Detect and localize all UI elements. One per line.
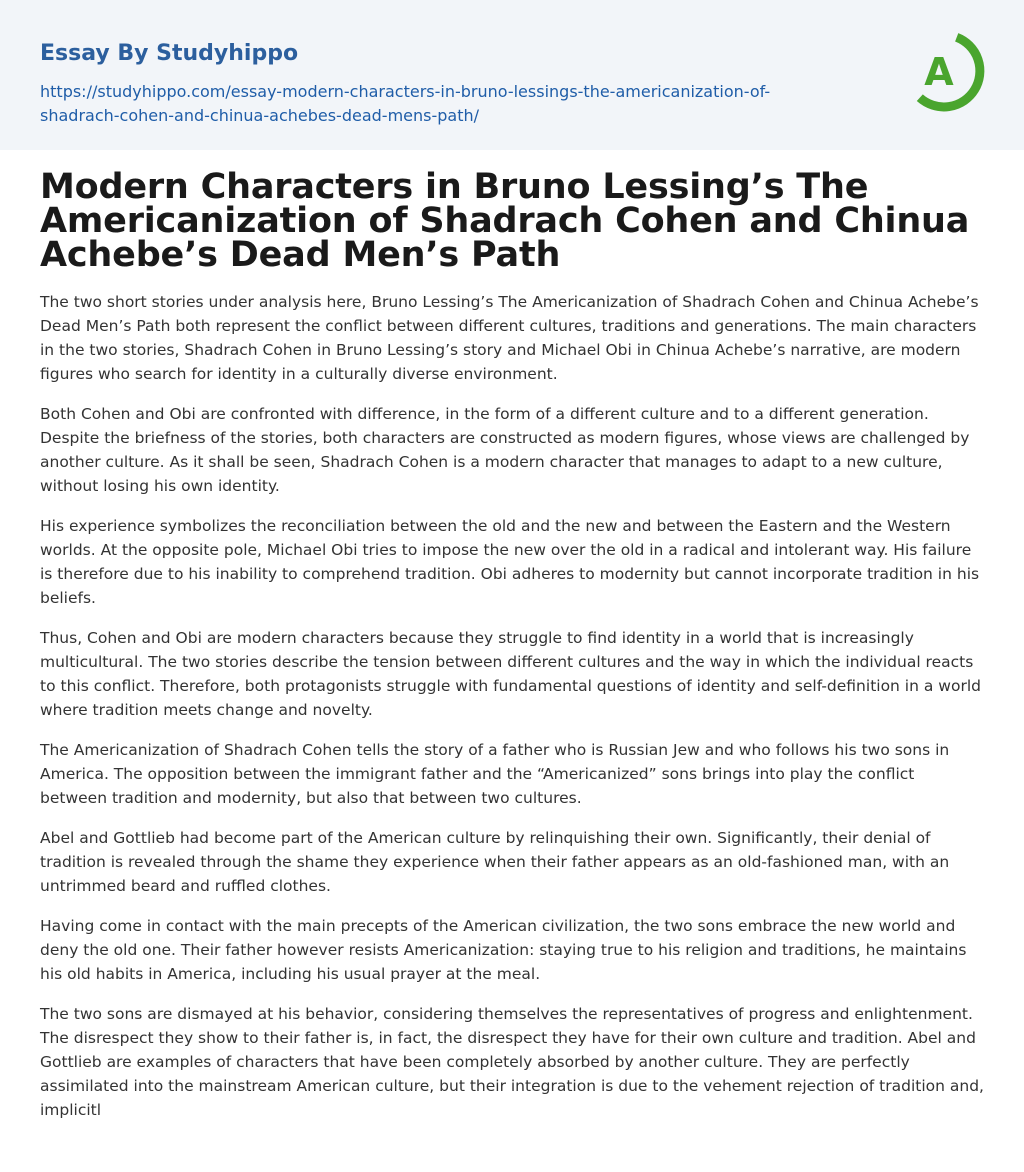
site-header <box>0 0 1024 150</box>
studyhippo-logo-icon[interactable] <box>910 28 988 116</box>
essay-paragraph: Thus, Cohen and Obi are modern characters because they struggle to find identity in a world that is increasingly multicultural. The two stories describe the tension between different cultures and the way in which the individual reacts to this conflict. Therefore, both protagonists struggle with fundamental questions of identity and self-definition in a world where tradition meets change and novelty. <box>40 629 981 719</box>
site-brand[interactable]: Essay By Studyhippo <box>40 41 299 66</box>
essay-paragraph: The two short stories under analysis here, Bruno Lessing’s The Americanization of Shadrach Cohen and Chinua Achebe’s Dead Men’s Path both represent the conflict between different cultures, traditions and generations. The main characters in the two stories, Shadrach Cohen in Bruno Lessing’s story and Michael Obi in Chinua Achebe’s narrative, are modern figures who search for identity in a culturally diverse environment. <box>40 293 979 383</box>
essay-paragraph: His experience symbolizes the reconciliation between the old and the new and between the Eastern and the Western worlds. At the opposite pole, Michael Obi tries to impose the new over the old in a radical and intolerant way. His failure is therefore due to his inability to comprehend tradition. Obi adheres to modernity but cannot incorporate tradition in his beliefs. <box>40 517 980 607</box>
essay-paragraph: The two sons are dismayed at his behavior, considering themselves the representatives of progress and enlightenment. The disrespect they show to their father is, in fact, the disrespect they have for their own culture and tradition. Abel and Gottlieb are examples of characters that have been completely absorbed by another culture. They are perfectly assimilated into the mainstream American culture, but their integration is due to the vehement rejection of tradition and, implicitl <box>40 1005 984 1119</box>
essay-title: Modern Characters in Bruno Lessing’s The Americanization of Shadrach Cohen and Chinua Achebe’s Dead Men’s Path <box>40 167 970 275</box>
logo-letter: A <box>924 50 954 94</box>
essay-url-link[interactable]: https://studyhippo.com/essay-modern-characters-in-bruno-lessings-the-americanization-of-shadrach-cohen-and-chinua-achebes-dead-mens-path/ <box>40 82 771 125</box>
essay-content <box>0 150 1024 1122</box>
essay-paragraph: Abel and Gottlieb had become part of the American culture by relinquishing their own. Significantly, their denial of tradition is revealed through the shame they experience when their father appears as an old-fashioned man, with an untrimmed beard and ruffled clothes. <box>40 829 950 895</box>
essay-paragraph: Both Cohen and Obi are confronted with difference, in the form of a different culture and to a different generation. Despite the briefness of the stories, both characters are constructed as modern figures, whose views are challenged by another culture. As it shall be seen, Shadrach Cohen is a modern character that manages to adapt to a new culture, without losing his own identity. <box>40 405 970 495</box>
essay-paragraph: The Americanization of Shadrach Cohen tells the story of a father who is Russian Jew and who follows his two sons in America. The opposition between the immigrant father and the “Americanized” sons brings into play the conflict between tradition and modernity, but also that between two cultures. <box>40 741 950 807</box>
essay-paragraph: Having come in contact with the main precepts of the American civilization, the two sons embrace the new world and deny the old one. Their father however resists Americanization: staying true to his religion and traditions, he maintains his old habits in America, including his usual prayer at the meal. <box>40 917 967 983</box>
